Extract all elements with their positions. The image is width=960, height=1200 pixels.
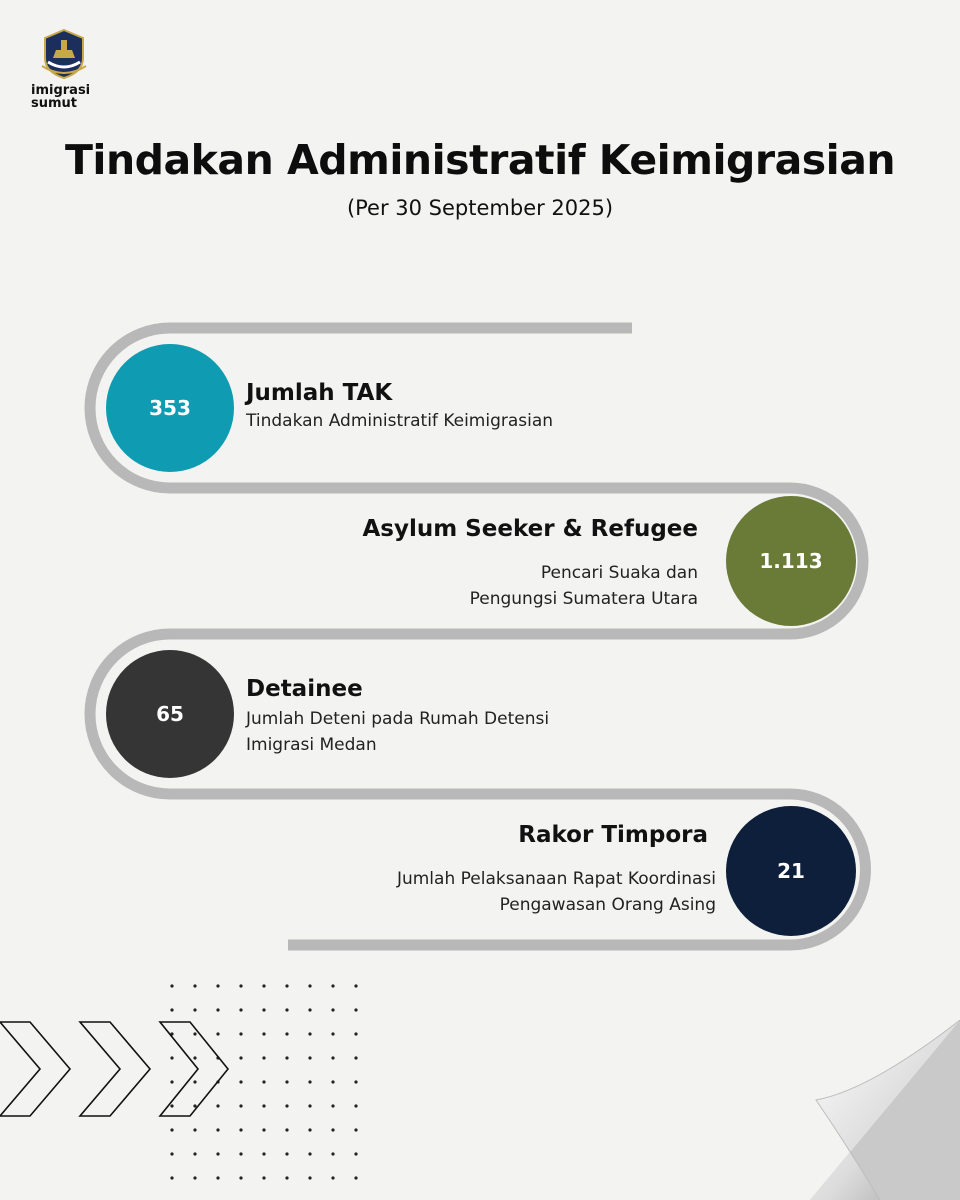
- stat-badge-tak: [106, 344, 234, 472]
- decor-dot: [216, 1152, 219, 1155]
- decor-dot: [170, 1128, 173, 1131]
- decor-dot: [331, 1152, 334, 1155]
- decor-dot: [331, 984, 334, 987]
- decor-dot: [308, 1176, 311, 1179]
- stat-value: 1.113: [759, 549, 823, 573]
- decor-dot: [239, 1080, 242, 1083]
- chevron-right-icon: [0, 1014, 230, 1124]
- stat-value: 65: [156, 702, 184, 726]
- stat-description-line2: Imigrasi Medan: [246, 735, 377, 755]
- decor-dot: [193, 1152, 196, 1155]
- decor-dot: [262, 1128, 265, 1131]
- decor-dot: [285, 1080, 288, 1083]
- decor-dot: [331, 1176, 334, 1179]
- decor-dot: [170, 1152, 173, 1155]
- logo-text-line1: imigrasi: [31, 83, 91, 98]
- stat-title: Rakor Timpora: [518, 822, 708, 848]
- decor-dot: [193, 1128, 196, 1131]
- decor-dot: [308, 1008, 311, 1011]
- decor-dot: [216, 1008, 219, 1011]
- decor-dot: [354, 1032, 357, 1035]
- decor-dot: [239, 1152, 242, 1155]
- decor-dot: [285, 1008, 288, 1011]
- logo-text-line2: sumut: [31, 96, 78, 111]
- stat-title: Asylum Seeker & Refugee: [362, 516, 698, 542]
- stat-description: Tindakan Administratif Keimigrasian: [246, 411, 554, 431]
- stat-description-line1: Pencari Suaka dan: [540, 563, 698, 583]
- decor-dot: [239, 1032, 242, 1035]
- decor-dot: [216, 984, 219, 987]
- decor-dot: [354, 1128, 357, 1131]
- decor-dot: [262, 1008, 265, 1011]
- decor-dot: [262, 1032, 265, 1035]
- decor-dot: [354, 1176, 357, 1179]
- decor-dot: [285, 1032, 288, 1035]
- decor-dot: [170, 984, 173, 987]
- page-subtitle: (Per 30 September 2025): [346, 196, 614, 220]
- decor-dot: [285, 984, 288, 987]
- stat-title: Jumlah TAK: [246, 380, 393, 406]
- decor-dot: [239, 1056, 242, 1059]
- decor-dot: [308, 1104, 311, 1107]
- stat-value: 353: [149, 396, 191, 420]
- decor-dot: [193, 1176, 196, 1179]
- stat-description: [397, 866, 716, 918]
- decor-dot: [262, 984, 265, 987]
- decor-dot: [308, 984, 311, 987]
- decor-dot: [239, 1128, 242, 1131]
- decor-dot: [331, 1128, 334, 1131]
- decor-dot: [354, 984, 357, 987]
- decor-dot: [354, 1104, 357, 1107]
- decor-dot: [239, 1008, 242, 1011]
- decor-dot: [354, 1080, 357, 1083]
- page-curl-decoration: [810, 1020, 960, 1200]
- decor-dot: [331, 1104, 334, 1107]
- decor-dot: [262, 1080, 265, 1083]
- decor-dot: [354, 1152, 357, 1155]
- decor-dot: [354, 1008, 357, 1011]
- page-title: Tindakan Administratif Keimigrasian: [64, 136, 896, 184]
- decor-dot: [262, 1152, 265, 1155]
- decor-dot: [216, 1128, 219, 1131]
- decor-dot: [331, 1032, 334, 1035]
- decor-dot: [262, 1104, 265, 1107]
- stat-description-line2: Pengungsi Sumatera Utara: [469, 589, 698, 609]
- stat-badge-detainee: [106, 650, 234, 778]
- stat-description-line1: Jumlah Deteni pada Rumah Detensi: [246, 709, 550, 729]
- decor-dot: [285, 1056, 288, 1059]
- stat-title: Detainee: [246, 676, 363, 702]
- decor-dot: [285, 1128, 288, 1131]
- decor-dot: [308, 1032, 311, 1035]
- decor-dot: [239, 1104, 242, 1107]
- decor-dot: [285, 1176, 288, 1179]
- decor-dot: [308, 1128, 311, 1131]
- stat-description: [246, 706, 549, 758]
- decor-dot: [308, 1056, 311, 1059]
- decor-dot: [170, 1176, 173, 1179]
- decor-dot: [308, 1080, 311, 1083]
- decor-dot: [170, 1008, 173, 1011]
- decor-dot: [331, 1056, 334, 1059]
- decor-dot: [262, 1176, 265, 1179]
- decor-dot: [331, 1080, 334, 1083]
- stat-badge-asylum: [726, 496, 856, 626]
- stat-value: 21: [777, 859, 805, 883]
- decor-dot: [331, 1008, 334, 1011]
- decor-dot: [239, 984, 242, 987]
- stat-description-line2: Pengawasan Orang Asing: [499, 895, 716, 915]
- decor-dot: [193, 984, 196, 987]
- decor-dot: [354, 1056, 357, 1059]
- stat-description: [470, 560, 698, 612]
- decor-dot: [308, 1152, 311, 1155]
- decor-dot: [285, 1104, 288, 1107]
- decor-dot: [193, 1008, 196, 1011]
- decor-dot: [216, 1176, 219, 1179]
- decor-dot: [239, 1176, 242, 1179]
- stat-description-line1: Jumlah Pelaksanaan Rapat Koordinasi: [396, 869, 716, 889]
- stat-badge-timpora: [726, 806, 856, 936]
- decor-dot: [285, 1152, 288, 1155]
- decor-dot: [262, 1056, 265, 1059]
